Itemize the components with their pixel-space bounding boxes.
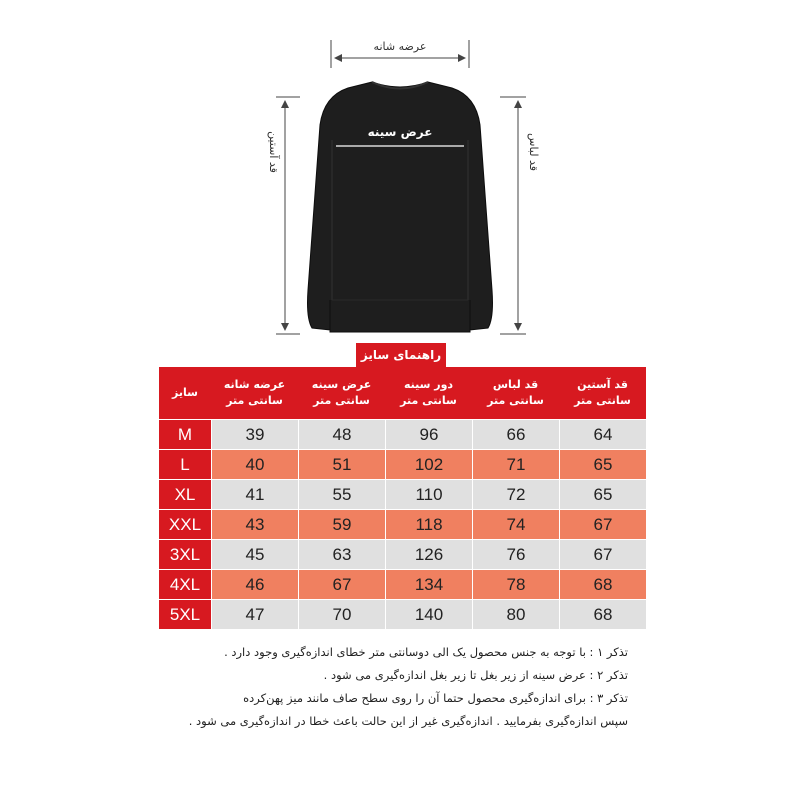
note-3: تذکر ۳ : برای اندازه‌گیری محصول حتما آن را روی سطح صاف مانند میز پهن‌کرده (243, 691, 628, 705)
sleeve-cell: 67 (560, 540, 646, 569)
chest-circ-cell: 140 (386, 600, 472, 629)
size-cell: 3XL (159, 540, 211, 569)
header-length-title: قد لباس (492, 378, 539, 391)
sweater-image (308, 82, 493, 332)
chest-circ-cell: 126 (386, 540, 472, 569)
chest-circ-cell: 134 (386, 570, 472, 599)
table-row (159, 420, 646, 450)
size-cell: XXL (159, 510, 211, 539)
size-cell: 5XL (159, 600, 211, 629)
sleeve-cell: 67 (560, 510, 646, 539)
chest-width-label: عرض سینه (367, 125, 433, 139)
chest-width-cell: 59 (299, 510, 385, 539)
header-chest-circumference (385, 367, 472, 419)
length-cell: 80 (473, 600, 559, 629)
header-chest-width (298, 367, 385, 419)
chest-circ-cell: 110 (386, 480, 472, 509)
chest-circ-cell: 102 (386, 450, 472, 479)
table-row (159, 570, 646, 600)
shoulder-width-dimension (331, 40, 469, 68)
chest-width-cell: 51 (299, 450, 385, 479)
header-size: سایز (172, 386, 198, 399)
header-sleeve-length (559, 367, 646, 419)
size-guide-title: راهنمای سایز (356, 343, 446, 367)
table-row (159, 540, 646, 570)
size-cell: L (159, 450, 211, 479)
table-row (159, 480, 646, 510)
header-sleeve-title: قد آستین (577, 378, 628, 391)
sleeve-cell: 64 (560, 420, 646, 449)
header-chest-circ-unit: سانتی متر (400, 394, 457, 407)
chest-width-cell: 63 (299, 540, 385, 569)
note-3-continued: سپس اندازه‌گیری بفرمایید . اندازه‌گیری غیر از این حالت باعث خطا در اندازه‌گیری می شود . (188, 714, 628, 728)
notes-section (148, 641, 628, 733)
shoulder-cell: 40 (212, 450, 298, 479)
length-cell: 71 (473, 450, 559, 479)
table-header-row (159, 367, 646, 419)
shoulder-cell: 47 (212, 600, 298, 629)
chest-width-cell: 70 (299, 600, 385, 629)
chest-circ-cell: 118 (386, 510, 472, 539)
length-cell: 66 (473, 420, 559, 449)
note-1: تذکر ۱ : با توجه به جنس محصول یک الی دوسانتی متر خطای اندازه‌گیری وجود دارد . (224, 645, 628, 659)
chest-width-cell: 67 (299, 570, 385, 599)
sleeve-cell: 68 (560, 600, 646, 629)
shoulder-width-label: عرضه شانه (373, 40, 427, 53)
header-shoulder-title: عرضه شانه (223, 378, 286, 391)
table-row (159, 600, 646, 630)
header-chest-width-title: عرض سینه (311, 378, 372, 391)
garment-length-label: قد لباس (527, 133, 540, 171)
shoulder-cell: 46 (212, 570, 298, 599)
note-2: تذکر ۲ : عرض سینه از زیر بغل تا زیر بغل اندازه‌گیری می شود . (323, 668, 628, 682)
header-garment-length (472, 367, 559, 419)
header-sleeve-unit: سانتی متر (574, 394, 631, 407)
length-cell: 72 (473, 480, 559, 509)
size-cell: 4XL (159, 570, 211, 599)
length-cell: 76 (473, 540, 559, 569)
header-length-unit: سانتی متر (487, 394, 544, 407)
shoulder-cell: 41 (212, 480, 298, 509)
chest-width-cell: 55 (299, 480, 385, 509)
sleeve-cell: 65 (560, 450, 646, 479)
header-chest-width-unit: سانتی متر (313, 394, 370, 407)
size-cell: M (159, 420, 211, 449)
table-row (159, 510, 646, 540)
header-chest-circ-title: دور سینه (403, 378, 454, 391)
sweater-measurement-diagram (0, 0, 800, 340)
header-shoulder-unit: سانتی متر (226, 394, 283, 407)
sleeve-cell: 68 (560, 570, 646, 599)
header-shoulder (211, 367, 298, 419)
sleeve-length-dimension (267, 97, 300, 334)
sleeve-length-label: قد آستین (267, 131, 280, 173)
shoulder-cell: 45 (212, 540, 298, 569)
chest-width-cell: 48 (299, 420, 385, 449)
shoulder-cell: 39 (212, 420, 298, 449)
size-table (159, 367, 646, 634)
table-row (159, 450, 646, 480)
shoulder-cell: 43 (212, 510, 298, 539)
length-cell: 78 (473, 570, 559, 599)
garment-length-dimension (500, 97, 540, 334)
size-cell: XL (159, 480, 211, 509)
chest-circ-cell: 96 (386, 420, 472, 449)
sleeve-cell: 65 (560, 480, 646, 509)
length-cell: 74 (473, 510, 559, 539)
